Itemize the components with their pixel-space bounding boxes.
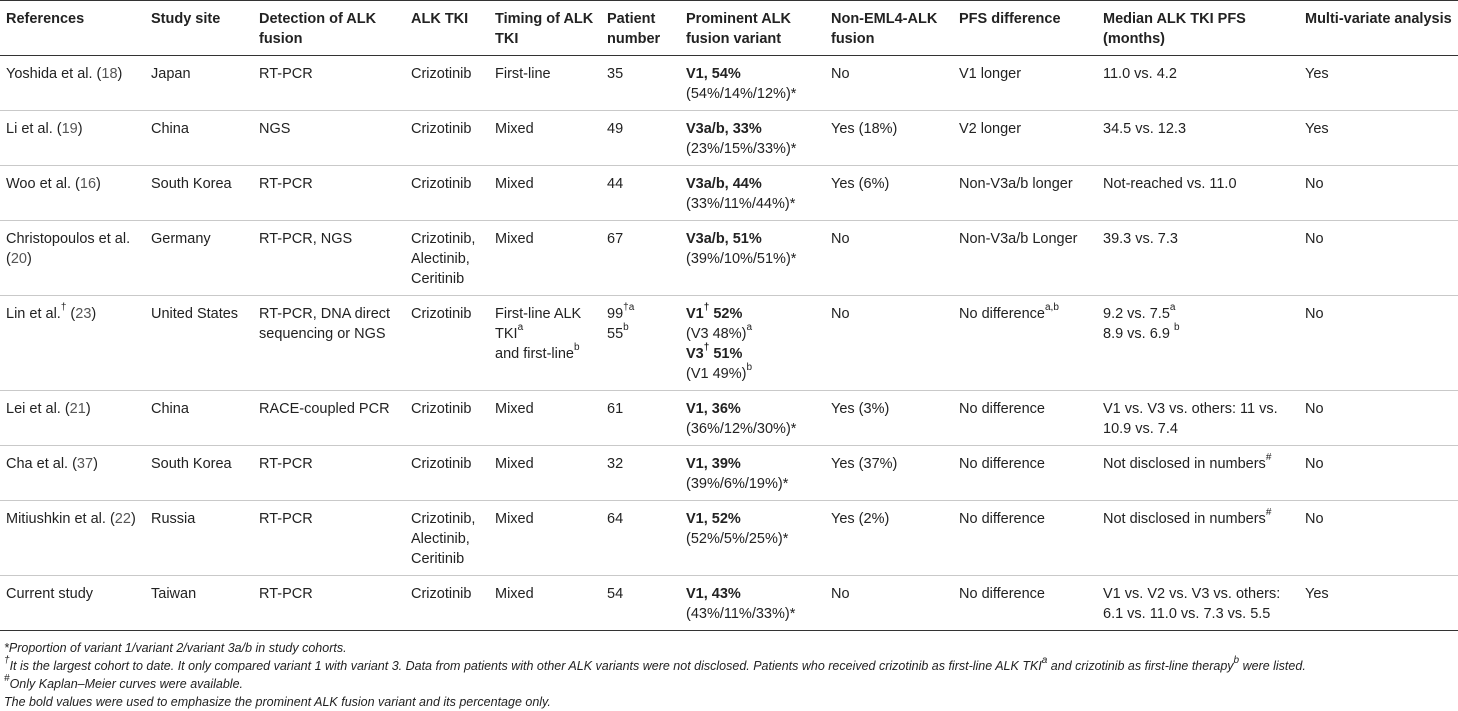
cell-multivariate: No xyxy=(1299,391,1458,446)
col-header-prominent-variant: Prominent ALK fusion variant xyxy=(680,1,825,56)
cell-median-pfs: 39.3 vs. 7.3 xyxy=(1097,221,1299,296)
cell-variant: V1† 52% (V3 48%)$^a$ V3† 51% (V1 49%)$^b$ xyxy=(680,296,825,391)
cell-tki: Crizotinib xyxy=(405,166,489,221)
cell-patients: 61 xyxy=(601,391,680,446)
col-header-timing: Timing of ALK TKI xyxy=(489,1,601,56)
cell-patients: 67 xyxy=(601,221,680,296)
cell-median-pfs: 34.5 vs. 12.3 xyxy=(1097,111,1299,166)
cell-reference: Mitiushkin et al. (22) xyxy=(0,501,145,576)
cell-median-pfs: V1 vs. V2 vs. V3 vs. others: 6.1 vs. 11.0 vs. 7.3 vs. 5.5 xyxy=(1097,576,1299,631)
cell-reference: Li et al. (19) xyxy=(0,111,145,166)
col-header-pfs-difference: PFS difference xyxy=(953,1,1097,56)
cell-non-eml4: Yes (18%) xyxy=(825,111,953,166)
cell-median-pfs: 11.0 vs. 4.2 xyxy=(1097,56,1299,111)
cell-median-pfs: 9.2 vs. 7.5$^a$ 8.9 vs. 6.9 $^b$ xyxy=(1097,296,1299,391)
table-row xyxy=(0,391,1458,446)
cell-site: South Korea xyxy=(145,166,253,221)
footnote-dagger: †It is the largest cohort to date. It only compared variant 1 with variant 3. Data from patients with other ALK variants were not disclosed. Patients who received crizotinib as first-line ALK TKI$^a$ and crizotinib as first-line therapy$^b$ were listed. xyxy=(4,654,1306,673)
col-header-median-pfs: Median ALK TKI PFS (months) xyxy=(1097,1,1299,56)
cell-patients: 49 xyxy=(601,111,680,166)
cell-pfs-diff: No difference xyxy=(953,501,1097,576)
cell-patients: 64 xyxy=(601,501,680,576)
cell-pfs-diff: No difference xyxy=(953,446,1097,501)
table-row xyxy=(0,221,1458,296)
cell-variant: V1, 43% (43%/11%/33%)* xyxy=(680,576,825,631)
cell-tki: Crizotinib xyxy=(405,296,489,391)
cell-non-eml4: No xyxy=(825,296,953,391)
cell-pfs-diff: No difference$^{a,b}$ xyxy=(953,296,1097,391)
cell-site: United States xyxy=(145,296,253,391)
cell-multivariate: Yes xyxy=(1299,111,1458,166)
cell-detection: RT-PCR xyxy=(253,166,405,221)
cell-variant: V1, 52% (52%/5%/25%)* xyxy=(680,501,825,576)
cell-timing: Mixed xyxy=(489,166,601,221)
cell-non-eml4: Yes (6%) xyxy=(825,166,953,221)
cell-detection: RT-PCR xyxy=(253,576,405,631)
citation-link[interactable]: 19 xyxy=(61,121,78,137)
table-row xyxy=(0,166,1458,221)
cell-multivariate: No xyxy=(1299,501,1458,576)
citation-link[interactable]: 18 xyxy=(101,66,118,82)
table-row xyxy=(0,296,1458,391)
cell-site: South Korea xyxy=(145,446,253,501)
cell-detection: RT-PCR xyxy=(253,501,405,576)
table-row xyxy=(0,446,1458,501)
table-row xyxy=(0,501,1458,576)
header-row xyxy=(0,1,1458,56)
cell-median-pfs: V1 vs. V3 vs. others: 11 vs. 10.9 vs. 7.4 xyxy=(1097,391,1299,446)
cell-tki: Crizotinib xyxy=(405,446,489,501)
col-header-study-site: Study site xyxy=(145,1,253,56)
footnote-star: *Proportion of variant 1/variant 2/variant 3a/b in study cohorts. xyxy=(4,641,347,655)
citation-link[interactable]: 20 xyxy=(10,251,27,267)
footnote-bold: The bold values were used to emphasize the prominent ALK fusion variant and its percentage only. xyxy=(4,695,551,709)
cell-reference: Yoshida et al. (18) xyxy=(0,56,145,111)
cell-timing: First-line xyxy=(489,56,601,111)
cell-non-eml4: Yes (37%) xyxy=(825,446,953,501)
cell-tki: Crizotinib xyxy=(405,391,489,446)
col-header-patient-number: Patient number xyxy=(601,1,680,56)
cell-detection: NGS xyxy=(253,111,405,166)
citation-link[interactable]: 16 xyxy=(79,176,97,192)
cell-non-eml4: Yes (3%) xyxy=(825,391,953,446)
cell-variant: V1, 36% (36%/12%/30%)* xyxy=(680,391,825,446)
cell-timing: Mixed xyxy=(489,501,601,576)
cell-site: China xyxy=(145,391,253,446)
cell-multivariate: Yes xyxy=(1299,576,1458,631)
cell-reference: Lin et al.† (23) xyxy=(0,296,145,391)
cell-reference: Lei et al. (21) xyxy=(0,391,145,446)
cell-variant: V1, 39% (39%/6%/19%)* xyxy=(680,446,825,501)
cell-timing: Mixed xyxy=(489,576,601,631)
cell-pfs-diff: V1 longer xyxy=(953,56,1097,111)
cell-pfs-diff: No difference xyxy=(953,576,1097,631)
cell-pfs-diff: No difference xyxy=(953,391,1097,446)
cell-multivariate: No xyxy=(1299,221,1458,296)
cell-reference: Christopoulos et al. (20) xyxy=(0,221,145,296)
cell-tki: Crizotinib, Alectinib, Ceritinib xyxy=(405,221,489,296)
citation-link[interactable]: 21 xyxy=(69,401,86,417)
cell-timing: Mixed xyxy=(489,221,601,296)
footnote-hash: #Only Kaplan–Meier curves were available. xyxy=(4,672,244,691)
cell-variant: V1, 54% (54%/14%/12%)* xyxy=(680,56,825,111)
cell-detection: RT-PCR xyxy=(253,446,405,501)
cell-pfs-diff: Non-V3a/b Longer xyxy=(953,221,1097,296)
cell-site: Taiwan xyxy=(145,576,253,631)
table-footnotes xyxy=(0,631,1458,711)
citation-link[interactable]: 37 xyxy=(76,456,94,472)
cell-patients: 35 xyxy=(601,56,680,111)
cell-timing: Mixed xyxy=(489,446,601,501)
table-row xyxy=(0,56,1458,111)
cell-timing: First-line ALK TKI$^a$ and first-line$^b$ xyxy=(489,296,601,391)
cell-site: Japan xyxy=(145,56,253,111)
cell-median-pfs: Not-reached vs. 11.0 xyxy=(1097,166,1299,221)
cell-site: Germany xyxy=(145,221,253,296)
cell-detection: RT-PCR, NGS xyxy=(253,221,405,296)
cell-site: China xyxy=(145,111,253,166)
cell-non-eml4: Yes (2%) xyxy=(825,501,953,576)
cell-median-pfs: Not disclosed in numbers# xyxy=(1097,446,1299,501)
cell-tki: Crizotinib xyxy=(405,576,489,631)
cell-patients: 32 xyxy=(601,446,680,501)
col-header-non-eml4: Non-EML4-ALK fusion xyxy=(825,1,953,56)
citation-link[interactable]: 22 xyxy=(114,511,131,527)
cell-patients: 54 xyxy=(601,576,680,631)
cell-pfs-diff: V2 longer xyxy=(953,111,1097,166)
cell-timing: Mixed xyxy=(489,391,601,446)
cell-variant: V3a/b, 51% (39%/10%/51%)* xyxy=(680,221,825,296)
cell-non-eml4: No xyxy=(825,576,953,631)
table-row xyxy=(0,111,1458,166)
cell-variant: V3a/b, 44% (33%/11%/44%)* xyxy=(680,166,825,221)
cell-reference: Cha et al. (37) xyxy=(0,446,145,501)
cell-tki: Crizotinib xyxy=(405,111,489,166)
cell-multivariate: No xyxy=(1299,446,1458,501)
cell-site: Russia xyxy=(145,501,253,576)
col-header-detection: Detection of ALK fusion xyxy=(253,1,405,56)
cell-timing: Mixed xyxy=(489,111,601,166)
col-header-references: References xyxy=(0,1,145,56)
table-row xyxy=(0,576,1458,631)
citation-link[interactable]: 23 xyxy=(75,306,92,322)
cell-multivariate: No xyxy=(1299,296,1458,391)
cell-reference: Current study xyxy=(0,576,145,631)
col-header-multivariate: Multi-variate analysis xyxy=(1299,1,1458,56)
cell-variant: V3a/b, 33% (23%/15%/33%)* xyxy=(680,111,825,166)
cell-pfs-diff: Non-V3a/b longer xyxy=(953,166,1097,221)
cell-detection: RACE-coupled PCR xyxy=(253,391,405,446)
cell-patients: 44 xyxy=(601,166,680,221)
cell-non-eml4: No xyxy=(825,221,953,296)
cell-multivariate: Yes xyxy=(1299,56,1458,111)
cell-patients: 99$^{\dagger a}$ 55$^b$ xyxy=(601,296,680,391)
cell-tki: Crizotinib, Alectinib, Ceritinib xyxy=(405,501,489,576)
col-header-alk-tki: ALK TKI xyxy=(405,1,489,56)
cell-tki: Crizotinib xyxy=(405,56,489,111)
cell-detection: RT-PCR xyxy=(253,56,405,111)
cell-median-pfs: Not disclosed in numbers# xyxy=(1097,501,1299,576)
cell-non-eml4: No xyxy=(825,56,953,111)
cell-multivariate: No xyxy=(1299,166,1458,221)
cell-detection: RT-PCR, DNA direct sequencing or NGS xyxy=(253,296,405,391)
cell-reference: Woo et al. (16) xyxy=(0,166,145,221)
